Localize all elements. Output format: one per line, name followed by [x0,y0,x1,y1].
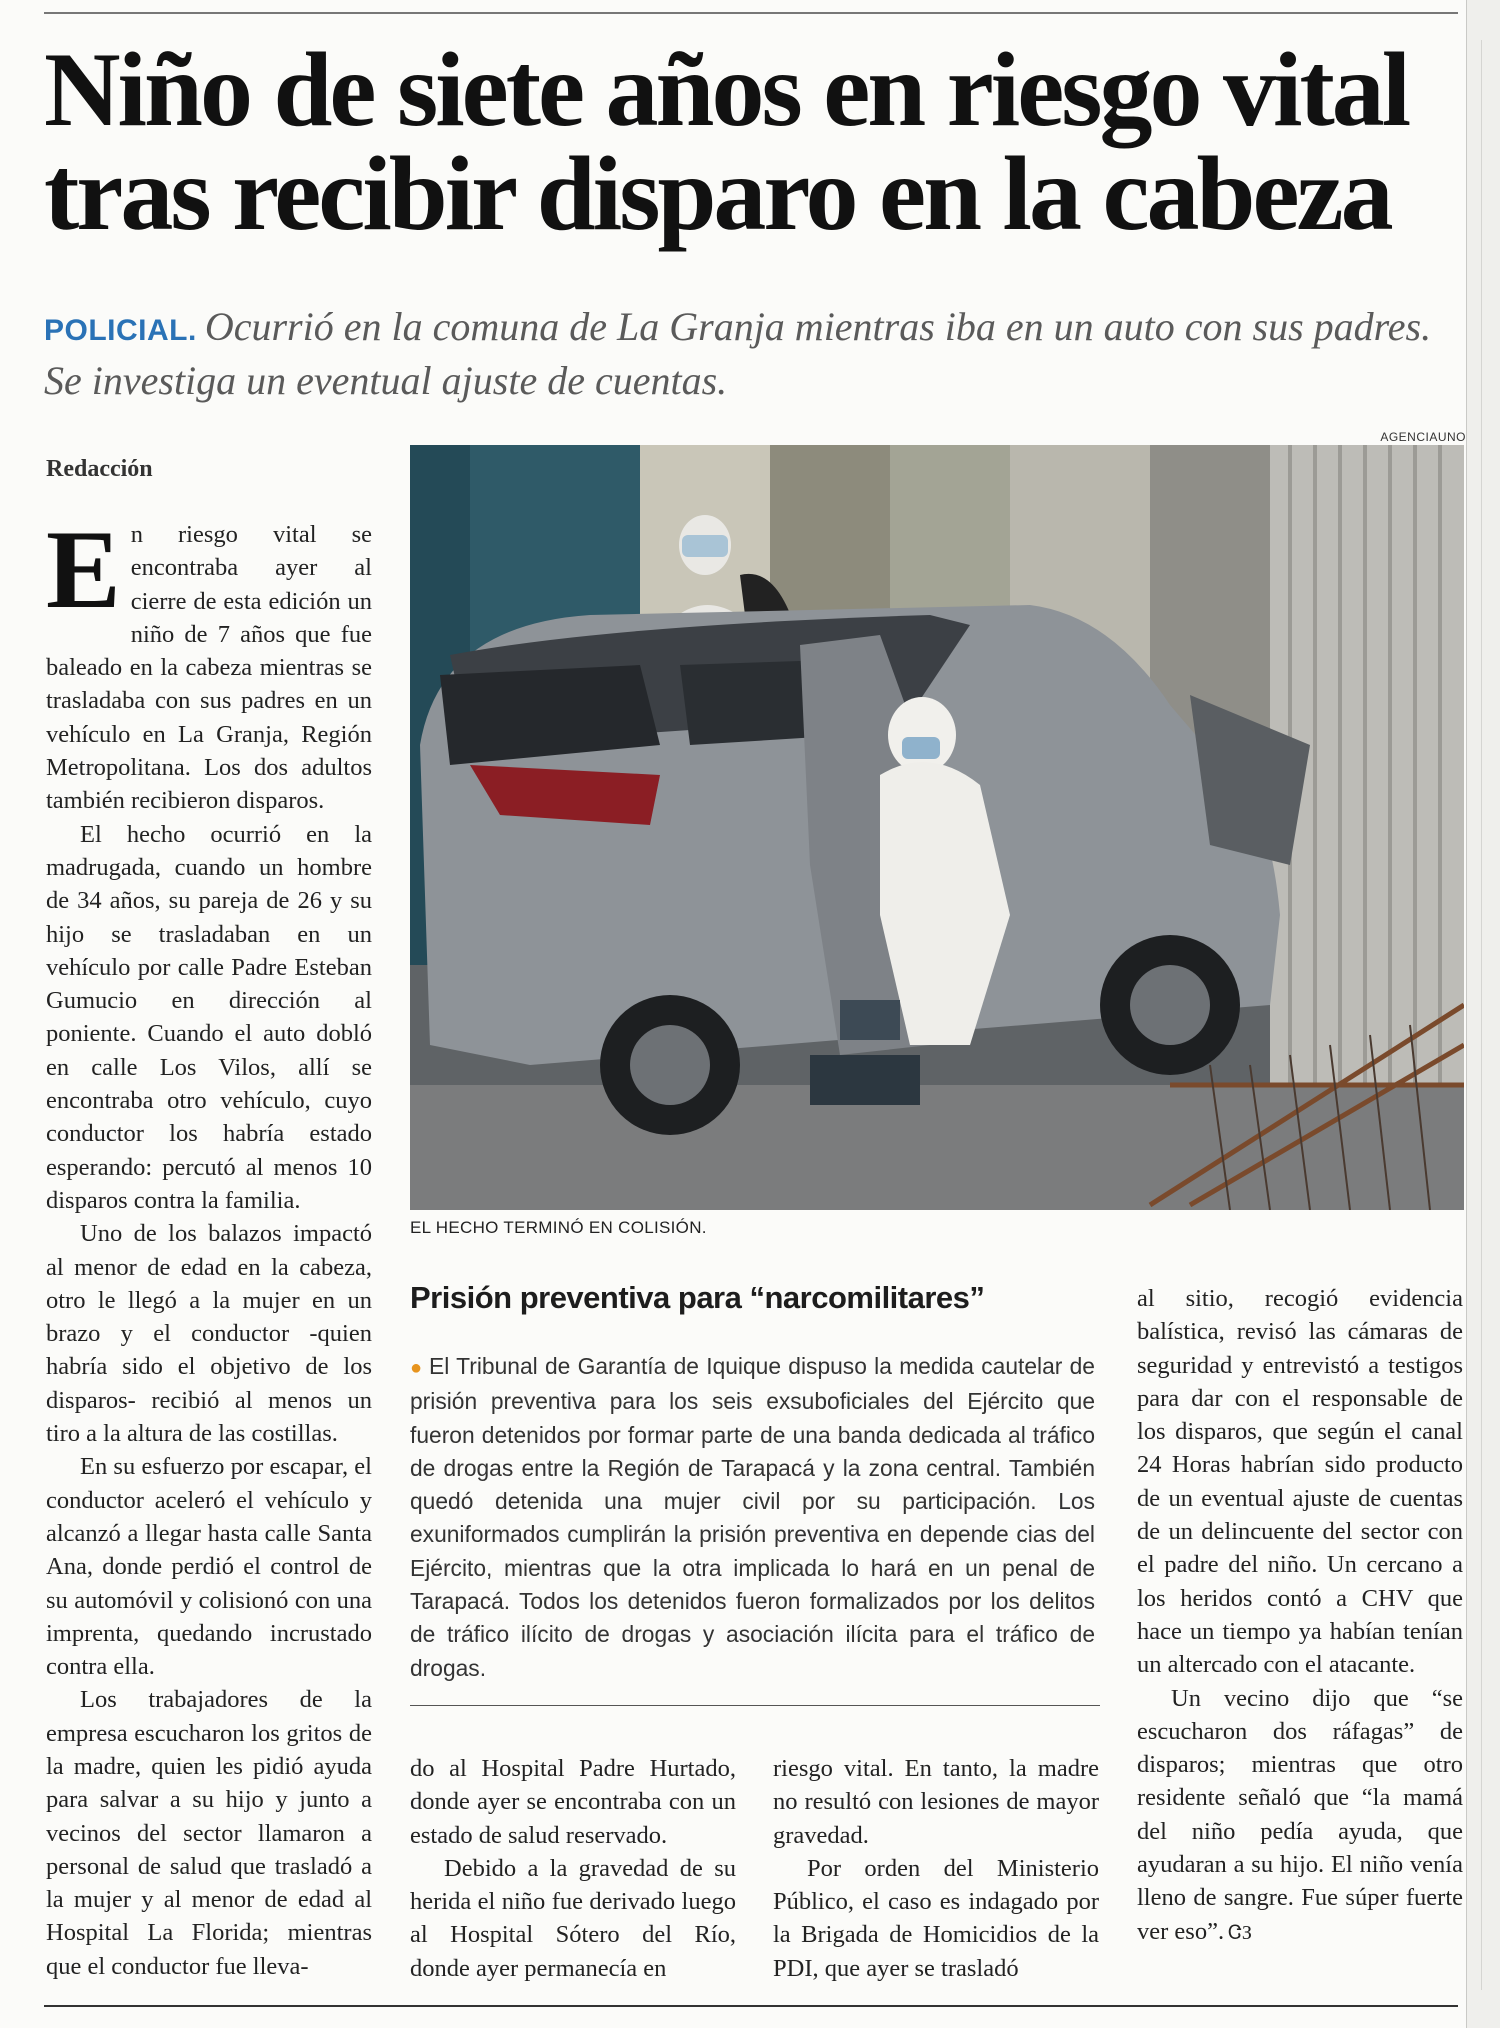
deck [44,302,1444,406]
photo-caption: EL HECHO TERMINÓ EN COLISIÓN. [410,1218,707,1237]
sidebar-body [410,1350,1095,1685]
paragraph: al sitio, recogió evidencia balística, revisó las cámaras de seguridad y entrevistó a testigos para dar con el responsable de los disparos, que según el canal 24 Horas habrían sido producto de un eventual ajuste de cuentas de un delincuente del sector con el padre del niño. Un cercano a los heridos contó a CHV que hace un tiempo ya habían tenían un altercado con el atacante. [1137,1285,1463,1679]
deck-text: Ocurrió en la comuna de La Granja mientras iba en un auto con sus padres. Se investiga un eventual ajuste de cuentas. [44,304,1432,403]
article-column-1 [46,508,372,1983]
paragraph: El hecho ocurrió en la madrugada, cuando un hombre de 34 años, su pareja de 26 y su hijo se trasladaban en un vehículo por calle Padre Esteban Gumucio en dirección al poniente. Cuando el auto dobló en calle Los Vilos, allí se encontraba otro vehículo, cuyo conductor los habría estado esperando: percutó al menos 10 disparos contra la familia. [46,820,372,1214]
news-photo [410,445,1464,1210]
paragraph [1137,1682,1463,1950]
bottom-rule [44,2005,1458,2007]
gutter-line [1481,40,1482,1990]
bullet-icon: ● [410,1357,424,1379]
headline-line-1: Niño de siete años en riesgo vital [44,31,1409,148]
byline: Redacción [46,456,153,482]
article-column-2 [410,1752,736,1985]
paragraph-text: Un vecino dijo que “se escucharon dos ráfagas” de disparos; mientras que otro residente señaló que “la mamá del niño pedía ayuda, que ayudaran a su hijo. El niño venía lleno de sangre. Fue súper fuerte ver eso”. [1137,1684,1463,1945]
top-rule [44,12,1458,14]
headline-line-2: tras recibir disparo en la cabeza [44,135,1391,252]
paragraph: Los trabajadores de la empresa escucharon los gritos de la madre, quien les pidió ayuda para salvar a su hijo y junto a vecinos del sector llamaron a personal de salud que trasladó a la mujer y al menor de edad al Hospital La Florida; mientras que el conductor fue lleva- [46,1686,372,1980]
paragraph: En su esfuerzo por escapar, el conductor aceleró el vehículo y alcanzó a llegar hasta calle Santa Ana, donde perdió el control de su automóvil y colisionó con una imprenta, quedando incrustado contra ella. [46,1453,372,1681]
paragraph: do al Hospital Padre Hurtado, donde ayer se encontraba con un estado de salud reservado. [410,1755,736,1849]
end-mark-icon: ᏣЗ [1228,1921,1252,1944]
paragraph: riesgo vital. En tanto, la madre no resultó con lesiones de mayor gravedad. [773,1755,1099,1849]
article-column-4 [1137,1282,1463,1950]
photo-credit: AGENCIAUNO [1380,430,1466,444]
headline [44,31,1464,252]
sidebar-rule [410,1705,1100,1706]
sidebar-text: El Tribunal de Garantía de Iquique dispuso la medida cautelar de prisión preventiva para los seis exsuboficiales del Ejército que fueron detenidos por formar parte de una banda dedicada al tráfico de drogas entre la Región de Tarapacá y la zona central. También quedó detenida una mujer civil por su participación. Los exuniformados cumplirán la prisión preventiva en depende cias del Ejército, mientras que la otra implicada lo hará en un penal de Tarapacá. Todos los detenidos fueron formalizados por los delitos de tráfico ilícito de drogas y asociación ilícita para el tráfico de drogas. [410,1353,1095,1681]
paragraph: Por orden del Ministerio Público, el caso es indagado por la Brigada de Homicidios de la PDI, que ayer se trasladó [773,1854,1099,1982]
paragraph: Uno de los balazos impactó al menor de edad en la cabeza, otro le llegó a la mujer en un brazo y el conductor -quien habría sido el objetivo de los disparos- recibió al menos un tiro a la altura de las costillas. [46,1220,372,1448]
article-column-3 [773,1752,1099,1985]
paragraph: Debido a la gravedad de su herida el niño fue derivado luego al Hospital Sótero del Río, donde ayer permanecía en [410,1854,736,1982]
paragraph: n riesgo vital se encontraba ayer al cierre de esta edición un niño de 7 años que fue baleado en la cabeza mientras se trasladaba con sus padres en un vehículo en La Granja, Región Metropolitana. Los dos adultos también recibieron disparos. [46,521,372,815]
dropcap: E [46,508,121,632]
section-kicker: POLICIAL. [44,314,197,347]
adjacent-page-edge [1466,0,1500,2028]
sidebar-title: Prisión preventiva para “narcomilitares” [410,1280,985,1315]
